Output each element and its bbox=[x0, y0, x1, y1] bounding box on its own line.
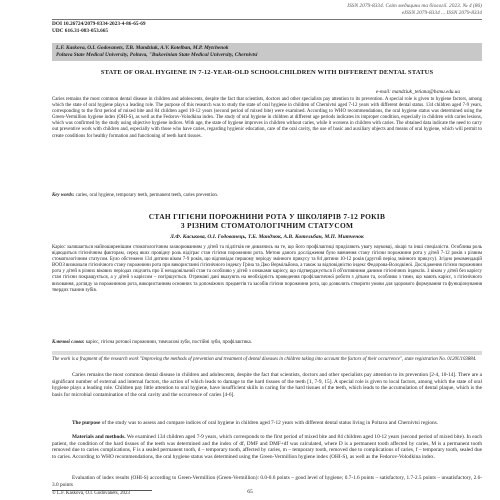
affiliation-en: Poltava State Medical University, Poltava, "Bukovinian State Medical University, Chernivtsi bbox=[56, 51, 258, 58]
authors-uk: Л.Ф. Каськова, О.І. Годованець, Т.Б. Мандзюк, А.В. Котельбан, М.П. Митченок bbox=[170, 234, 364, 240]
methods-text: We examined 134 children aged 7-9 years, which corresponds to the first period of mixed bite and 84 children aged 10-12 years (second period of mixed bite). In each patient, the condition of the hard tissues of the teeth was determined and the index of df, DMF and DMF+df was calculated, where D is a permanent tooth affected by caries, M is a permanent tooth removed due to caries complications, F is a sealed permanent tooth, d – temporary tooth, affected by caries, m – temporary tooth, removed due to complications of caries, f – temporary tooth, sealed due to caries. According to WHO recommendations, the oral hygiene status was determined using the Green-Vermillion hygiene index (OHI-S), as well as the Fedorov-Volodkina index. bbox=[52, 434, 482, 461]
purpose-label: The purpose bbox=[72, 420, 101, 426]
journal-header bbox=[347, 3, 482, 17]
purpose-text: of the study was to assess and compare indices of oral hygiene in children aged 7-12 years with different dental status living in Poltava and Chernivtsi regions. bbox=[101, 420, 439, 426]
journal-issn: ISSN 2079-8334. Світ медицини та біології. 2023. № 4 (86) bbox=[347, 3, 482, 9]
methods-paragraph bbox=[52, 434, 482, 461]
article-title-en: STATE OF ORAL HYGIENE IN 7-12-YEAR-OLD SCHOOLCHILDREN WITH DIFFERENT DENTAL STATUS bbox=[100, 69, 434, 76]
intro-paragraph: Caries remains the most common dental disease in children and adolescents, despite the fact that scientists, doctors and other specialists pay attention to its prevention [2-4, 10-14]. There are a significant number of external and internal factors, the action of which leads to damage to the hard tissues of the teeth [1, 7-9, 15]. A special role is given to local factors, among which the state of oral hygiene plays a leading role. Children pay little attention to oral hygiene, have insufficient skills in caring for the hard tissues of the teeth, which leads to the accumulation of dental plaque, which is the basis for microbial contamination of the oral cavity and the occurrence of caries [4-6]. bbox=[52, 372, 482, 399]
article-title-uk: СТАН ГІГІЄНИ ПОРОЖНИНИ РОТА У ШКОЛЯРІВ 7-12 РОКІВ З РІЗНИМ СТОМАТОЛОГІЧНИМ СТАТУСОМ bbox=[148, 212, 386, 230]
abstract-en: Caries remains the most common dental disease in children and adolescents, despite the fact that scientists, doctors and other specialists pay attention to its prevention. A special role is given to hygiene factors, among which the state of oral hygiene plays a leading role. The purpose of this research was to study the state of oral hygiene in children of Chernivtsi aged 7-12 years with different dental status. 134 children aged 7-9 years, corresponding to the first period of mixed bite and 84 children aged 10-12 years (second period of mixed bite) were examined. According to WHO recommendations, the oral hygiene status was determined using the Green-Vermillion hygiene index (OHI-S), as well as the Fedorov-Volodkina index. The study of oral hygiene in children at different age periods indicates its improper condition, especially in children with caries lesions, which was confirmed by the study using objective hygiene indices. With age, the state of hygiene improves in children without caries, while it worsens in children with caries. The obtained data indicate the need to carry out preventive work with children and, especially with those who have caries, regarding hygienic education, care of the oral cavity, the use of basic and auxiliary objects and means of oral hygiene, which will permit to create conditions for healthy formation and functioning of teeth hard tissues. bbox=[52, 97, 482, 139]
journal-eissn: eISSN 2079-8334 ... ISSN 2079-8334 bbox=[401, 10, 482, 16]
abstract-uk: Карієс залишається найпоширенішим стоматологічним захворюванням у дітей та підлітків не дивлячись на те, що його профілактиці приділяють увагу науковці, лікарі та інші спеціалісти. Особлива роль відводиться гігієнічним факторам, серед яких провідну роль відіграє стан гігієни порожнини рота. Метою даного дослідження було вивчення стану гігієни порожнини рота у дітей 7-12 років з різним стоматологічним статусом. Було обстежено 134 дитини віком 7-9 років, що відповідає першому періоду змінного прикусу та 84 дитини 10-12 років (другий період змінного прикусу). Згідно рекомендацій ВООЗ визначали гігієнічного стану порожнини рота при використанні гігієнічного індексу Гріна та Джо Вермільйона, а також за відповідністю індекс Федорова-Володкіної. Дослідження гігієни порожнини рота у дітей в різних вікових періодах свідчить про її незадовільний стан та особливо у дітей з ознаками карієсу, що підтверджується й об'єктивними даними гігієнічних індексів. З віком у дітей без карієсу стан гігієни покращується, а у дітей з карієсом – погіршується. Отримані дані вказують на необхідність проведення профілактичної роботи з дітьми та, особливо з тими, що мають карієс, з гігієнічного виховання, догляду за порожниною рота, використанням основних та допоміжних предметів та засобів гігієни порожнини рота, що дозволить створити умови для здорового формування та функціонування твердих тканин зубів. bbox=[52, 245, 482, 293]
keywords-en bbox=[52, 193, 482, 199]
authors-en: L.F. Kaskova, O.I. Godovanets, T.B. Mandziuk, A.V. Kotelban, M.P. Mytchenok bbox=[56, 45, 229, 51]
header-divider bbox=[52, 19, 482, 20]
keywords-uk bbox=[52, 340, 482, 346]
work-fragment-note: The work is a fragment of the research work "Improving the methods of prevention and treatment of dental diseases in children taking into account the factors of their occurrence", state registration No. 0120U103884. bbox=[52, 357, 477, 362]
udc: UDC 616.31-083-053.665 bbox=[52, 27, 109, 34]
keywords-uk-label: Ключові слова: bbox=[52, 340, 85, 345]
evaluation-paragraph: Evaluation of index results (OHI-S) according to Green-Vermillion (Green-Vermillion): 0.0-0.6 points – good level of hygiene; 0.7-1.6 points – satisfactory, 1.7-2.5 points – unsatisfactory, 2.6-3.0 points bbox=[52, 475, 482, 488]
purpose-paragraph bbox=[52, 420, 482, 427]
keywords-uk-text: карієс, гігієна ротової порожнини, тимчасові зуби, постійні зуби, профілактика. bbox=[85, 340, 252, 345]
keywords-en-label: Key words: bbox=[52, 193, 75, 198]
copyright-note: © L.F. Kaskova, O.I. Godovanets, 2023 bbox=[52, 491, 130, 496]
page-number: 65 bbox=[247, 489, 253, 495]
separator-band bbox=[52, 351, 482, 355]
methods-label: Materials and methods. bbox=[72, 434, 126, 440]
keywords-en-text: caries, oral hygiene, temporary teeth, permanent teeth, caries prevention. bbox=[75, 193, 219, 198]
corresponding-email: e-mail: mandziuk_tetiana@bsmu.edu.ua bbox=[375, 89, 460, 95]
doi: DOI 10.26724/2079-8334-2023-4-86-65-69 bbox=[52, 21, 146, 27]
article-ids bbox=[52, 21, 146, 34]
authors-band-en bbox=[52, 43, 482, 61]
